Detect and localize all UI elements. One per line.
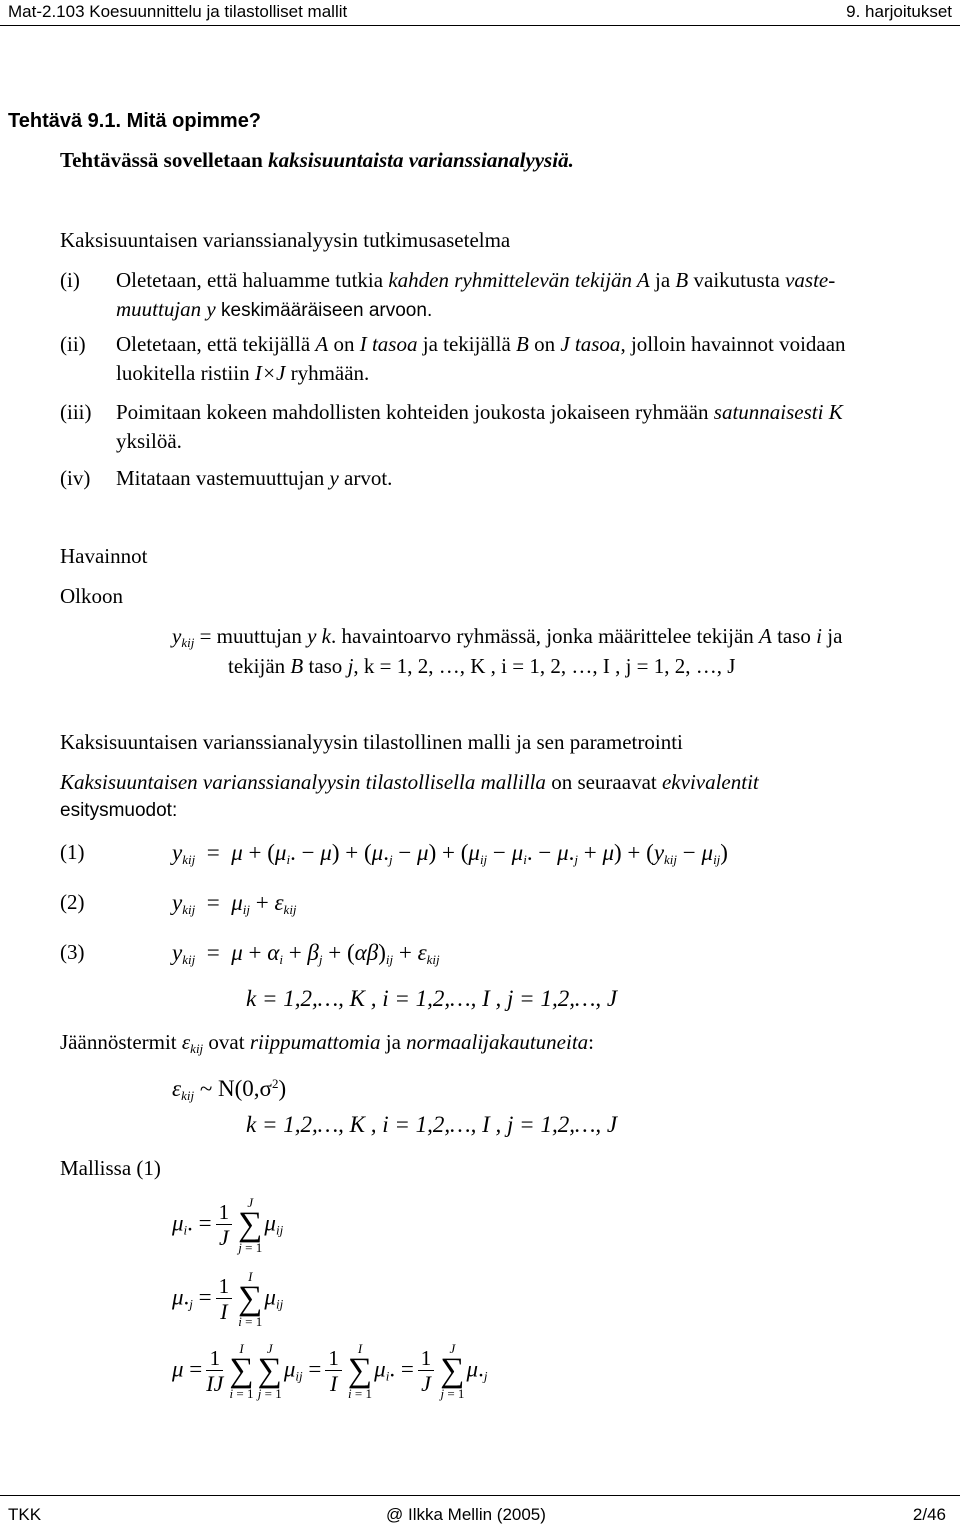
model-lead-cont: esitysmuodot: (60, 800, 178, 821)
model-title: Kaksisuuntaisen varianssianalyysin tilastollinen malli ja sen parametrointi (60, 730, 683, 754)
item-ii: Oletetaan, että tekijällä A on I tasoa ja tekijällä B on J tasoa, jolloin havainnot voidaan luokitella ristiin I×J ryhmään. (116, 332, 846, 385)
item-label-ii: (ii) (60, 332, 86, 356)
mean-row-formula: $\mu_i$. = $\frac{1}{J}$ J ∑ j = 1 $\mu_{ij}$ (172, 1195, 284, 1255)
observation-definition: $y_{kij}$ = muuttujan y k. havaintoarvo ryhmässä, jonka määrittelee tekijän A taso i ja (172, 624, 843, 650)
footer-org: TKK (8, 1505, 42, 1524)
item-label-iii: (iii) (60, 400, 92, 424)
index-range: k = 1,2,…, K , i = 1,2,…, I , j = 1,2,…, J (246, 986, 618, 1011)
task-title: Tehtävä 9.1. Mitä opimme? (8, 110, 262, 132)
grand-mean-formula: μ = $\frac{1}{IJ}$ I ∑ i = 1 J ∑ j = 1 $\mu_{ij}$ = $\frac{1}{I}$ I ∑ i = 1 $\mu_i$. = $\frac{1}{J}$ J ∑ j = 1 $\mu._j$ (172, 1341, 488, 1401)
eq-label-1: (1) (60, 840, 85, 864)
item-label-i: (i) (60, 268, 80, 292)
equation-3: $y_{kij} = \mu + \alpha_i + \beta_j + (\alpha\beta)_{ij} + \varepsilon_{kij}$ (172, 940, 440, 967)
footer-author: @ Ilkka Mellin (2005) (386, 1505, 546, 1524)
model1-label: Mallissa (1) (60, 1156, 161, 1180)
residual-distribution: $\varepsilon_{kij}$ ~ $N(0,\sigma^2)$ (172, 1076, 287, 1103)
eq-label-2: (2) (60, 890, 85, 914)
page-number: 2/46 (912, 1505, 946, 1524)
mean-column-formula: $\mu._j$ = $\frac{1}{I}$ I ∑ i = 1 $\mu_{ij}$ (172, 1269, 284, 1329)
observations-lead: Olkoon (60, 584, 123, 608)
item-iii: Poimitaan kokeen mahdollisten kohteiden joukosta jokaiseen ryhmään satunnaisesti K yksilöä. (116, 400, 843, 453)
design-title: Kaksisuuntaisen varianssianalyysin tutkimusasetelma (60, 228, 511, 252)
item-i: Oletetaan, että haluamme tutkia kahden ryhmittelevän tekijän A ja B vaikutusta vaste- muuttujan y keskimääräiseen arvoon. (116, 268, 836, 321)
index-range-2: k = 1,2,…, K , i = 1,2,…, I , j = 1,2,…, J (246, 1112, 618, 1137)
observations-title: Havainnot (60, 544, 148, 568)
equation-2: $y_{kij} = \mu_{ij} + \varepsilon_{kij}$ (172, 890, 297, 917)
model-lead: Kaksisuuntaisen varianssianalyysin tilastollisella mallilla on seuraavat ekvivalentit (60, 770, 759, 794)
page-header (0, 0, 960, 26)
task-intro: Tehtävässä sovelletaan kaksisuuntaista varianssianalyysiä. (60, 148, 574, 172)
residuals-text: Jäännöstermit $\varepsilon_{kij}$ ovat riippumattomia ja normaalijakautuneita: (60, 1030, 595, 1056)
eq-label-3: (3) (60, 940, 85, 964)
observation-definition-cont: tekijän B taso j, k = 1, 2, …, K , i = 1, 2, …, I , j = 1, 2, …, J (228, 654, 736, 678)
exercise-label: 9. harjoitukset (846, 2, 952, 21)
course-title: Mat-2.103 Koesuunnittelu ja tilastolliset mallit (8, 2, 348, 21)
equation-1: $y_{kij} = \mu + (\mu_i$. − $\mu) + (\mu._j - \mu) + (\mu_{ij} - \mu_i$. − $\mu._j + \mu) + (y_{kij} - \mu_{ij})$ (172, 840, 728, 867)
item-iv: Mitataan vastemuuttujan y arvot. (116, 466, 393, 490)
item-label-iv: (iv) (60, 466, 91, 490)
page-footer (0, 1495, 960, 1528)
